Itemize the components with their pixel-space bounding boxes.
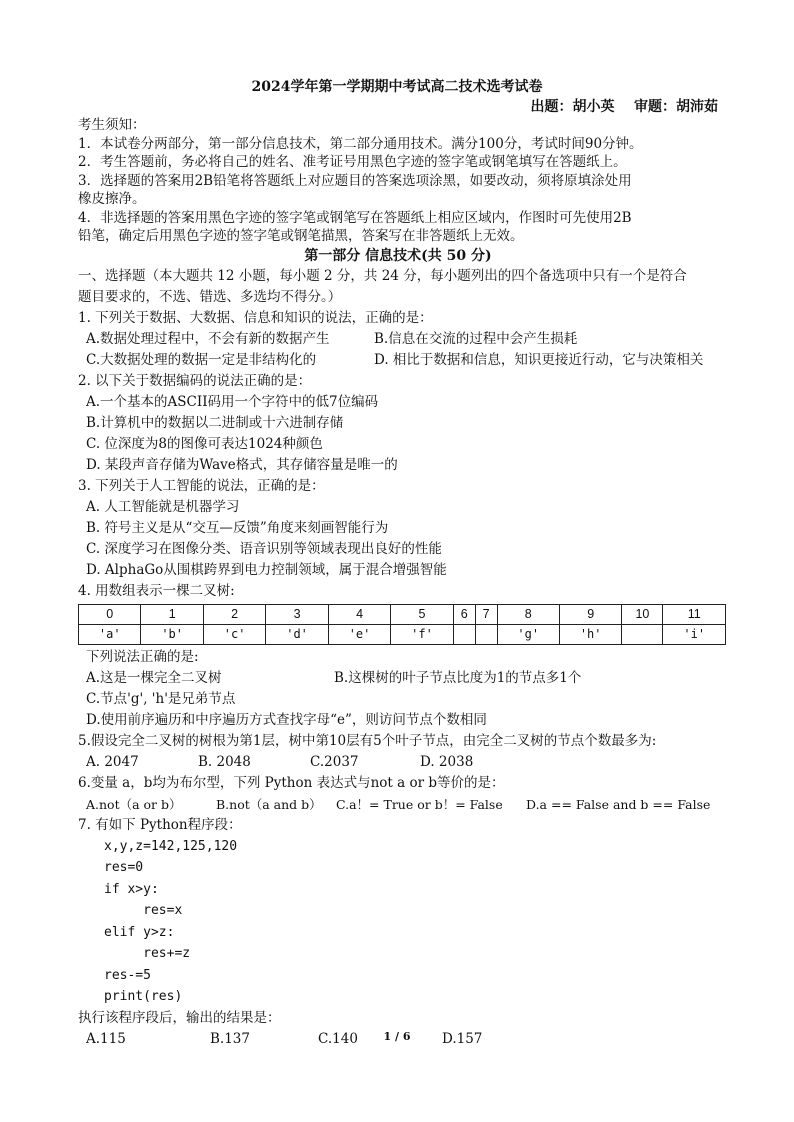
code-line: if x>y: bbox=[104, 881, 159, 897]
array-index-cell: 5 bbox=[391, 604, 453, 624]
option-row bbox=[78, 794, 718, 815]
array-index-cell: 1 bbox=[141, 604, 203, 624]
option-c: C.节点'g', 'h'是兄弟节点 bbox=[86, 690, 236, 707]
option-b: B. 符号主义是从“交互—反馈”角度来刻画智能行为 bbox=[86, 519, 389, 536]
option-d: D. AlphaGo从围棋跨界到电力控制领域，属于混合增强智能 bbox=[86, 561, 447, 578]
notice-line: 橡皮擦净。 bbox=[78, 191, 146, 207]
question-4 bbox=[78, 581, 718, 731]
array-index-cell: 4 bbox=[328, 604, 390, 624]
exam-authors: 出题：胡小英 审题：胡沛茹 bbox=[530, 99, 718, 115]
array-value-cell: 'b' bbox=[141, 624, 203, 644]
code-line: res+=z bbox=[104, 946, 191, 961]
option-row bbox=[78, 350, 718, 371]
option-row bbox=[78, 668, 718, 689]
array-value-cell: 'i' bbox=[663, 624, 726, 644]
question-stem: 5.假设完全二叉树的树根为第1层，树中第10层有5个叶子节点，由完全二叉树的节点个数最多为: bbox=[78, 732, 657, 749]
option-d: D. 2038 bbox=[420, 753, 474, 770]
array-value-cell: 'd' bbox=[266, 624, 328, 644]
array-value-cell: 'f' bbox=[391, 624, 453, 644]
section-title: 第一部分 信息技术(共 50 分) bbox=[304, 247, 492, 264]
question-substem: 下列说法正确的是: bbox=[86, 648, 199, 665]
section-intro: 一、选择题（本大题共 12 小题，每小题 2 分，共 24 分，每小题列出的四个备选项中只有一个是符合 bbox=[78, 267, 687, 284]
question-stem: 2. 以下关于数据编码的说法正确的是： bbox=[78, 372, 312, 389]
binary-tree-array-table bbox=[78, 604, 726, 645]
array-value-cell: 'h' bbox=[559, 624, 621, 644]
option-d: D.157 bbox=[442, 1030, 483, 1047]
page-number: 1 / 6 bbox=[383, 1030, 411, 1043]
code-line: res=0 bbox=[104, 860, 144, 875]
section-intro: 题目要求的，不选、错选、多选均不得分。） bbox=[78, 288, 342, 305]
question-6 bbox=[78, 773, 718, 815]
array-value-cell: 'e' bbox=[328, 624, 390, 644]
question-2 bbox=[78, 371, 718, 476]
exam-title: 2024学年第一学期期中考试高二技术选考试卷 bbox=[251, 79, 543, 95]
notice-line: 4．非选择题的答案用黑色字迹的签字笔或钢笔写在答题纸上相应区域内，作图时可先使用2B bbox=[78, 209, 632, 226]
notice-line: 1．本试卷分两部分，第一部分信息技术，第二部分通用技术。满分100分，考试时间90分钟。 bbox=[78, 135, 643, 152]
question-3 bbox=[78, 476, 718, 581]
array-index-cell: 10 bbox=[622, 604, 663, 624]
option-a: A.数据处理过程中，不会有新的数据产生 bbox=[86, 330, 330, 347]
option-a: A.一个基本的ASCII码用一个字符中的低7位编码 bbox=[86, 393, 379, 410]
question-stem: 4. 用数组表示一棵二叉树: bbox=[78, 582, 235, 599]
exam-notice bbox=[78, 116, 718, 246]
option-d: D. 相比于数据和信息，知识更接近行动，它与决策相关 bbox=[374, 351, 704, 368]
array-index-cell: 8 bbox=[497, 604, 559, 624]
option-c: C.2037 bbox=[310, 753, 359, 770]
option-a: A.这是一棵完全二叉树 bbox=[86, 669, 222, 686]
question-1 bbox=[78, 308, 718, 371]
option-d: D.使用前序遍历和中序遍历方式查找字母“e”，则访问节点个数相同 bbox=[86, 711, 487, 728]
array-index-cell: 3 bbox=[266, 604, 328, 624]
question-7 bbox=[78, 815, 718, 1050]
array-value-cell: 'c' bbox=[203, 624, 265, 644]
code-line: res=x bbox=[104, 903, 183, 918]
option-a: A. 人工智能就是机器学习 bbox=[86, 498, 240, 515]
array-index-cell: 6 bbox=[453, 604, 475, 624]
array-index-cell: 11 bbox=[663, 604, 726, 624]
question-substem: 执行该程序段后，输出的结果是： bbox=[78, 1009, 281, 1026]
option-b: B.137 bbox=[210, 1030, 250, 1047]
code-line: print(res) bbox=[104, 989, 183, 1004]
option-row bbox=[78, 329, 718, 350]
array-index-cell: 2 bbox=[203, 604, 265, 624]
question-stem: 1. 下列关于数据、大数据、信息和知识的说法，正确的是： bbox=[78, 309, 433, 326]
option-b: B.计算机中的数据以二进制或十六进制存储 bbox=[86, 414, 344, 431]
code-line: x,y,z=142,125,120 bbox=[104, 838, 238, 854]
question-5 bbox=[78, 731, 718, 773]
option-c: C.140 bbox=[318, 1030, 358, 1047]
option-b: B.not（a and b） bbox=[216, 796, 322, 812]
question-stem: 3. 下列关于人工智能的说法，正确的是： bbox=[78, 477, 325, 494]
option-b: B.信息在交流的过程中会产生损耗 bbox=[374, 330, 578, 347]
array-value-cell: 'g' bbox=[497, 624, 559, 644]
option-d: D.a == False and b == False bbox=[526, 796, 711, 812]
notice-line: 2．考生答题前，务必将自己的姓名、准考证号用黑色字迹的签字笔或钢笔填写在答题纸上。 bbox=[78, 154, 627, 170]
code-line: elif y>z: bbox=[104, 924, 175, 940]
option-c: C. 位深度为8的图像可表达1024种颜色 bbox=[86, 435, 323, 452]
option-a: A. 2047 bbox=[86, 753, 139, 770]
option-c: C.a！= True or b！= False bbox=[336, 796, 503, 812]
option-c: C. 深度学习在图像分类、语音识别等领域表现出良好的性能 bbox=[86, 540, 442, 557]
question-stem: 6.变量 a，b均为布尔型，下列 Python 表达式与not a or b等价的是： bbox=[78, 774, 505, 791]
option-b: B. 2048 bbox=[198, 753, 251, 770]
option-c: C.大数据处理的数据一定是非结构化的 bbox=[86, 351, 317, 368]
notice-line: 铅笔，确定后用黑色字迹的签字笔或钢笔描黑，答案写在非答题纸上无效。 bbox=[78, 228, 524, 244]
question-stem: 7. 有如下 Python程序段： bbox=[78, 816, 242, 833]
array-value-row bbox=[79, 624, 726, 644]
option-a: A.115 bbox=[86, 1030, 126, 1047]
option-a: A.not（a or b） bbox=[86, 796, 182, 812]
array-value-cell bbox=[453, 624, 475, 644]
array-index-cell: 0 bbox=[79, 604, 141, 624]
array-index-cell: 7 bbox=[475, 604, 497, 624]
notice-heading: 考生须知： bbox=[78, 117, 146, 133]
option-b: B.这棵树的叶子节点比度为1的节点多1个 bbox=[334, 669, 582, 686]
notice-line: 3．选择题的答案用2B铅笔将答题纸上对应题目的答案选项涂黑，如要改动，须将原填涂处用 bbox=[78, 172, 632, 189]
array-value-cell bbox=[622, 624, 663, 644]
array-index-cell: 9 bbox=[559, 604, 621, 624]
option-row bbox=[78, 752, 718, 773]
array-value-cell: 'a' bbox=[79, 624, 141, 644]
exam-content bbox=[78, 116, 718, 1050]
array-index-row bbox=[79, 604, 726, 624]
array-value-cell bbox=[475, 624, 497, 644]
code-block bbox=[78, 836, 718, 1008]
code-line: res-=5 bbox=[104, 967, 151, 983]
option-d: D. 某段声音存储为Wave格式，其存储容量是唯一的 bbox=[86, 456, 398, 473]
